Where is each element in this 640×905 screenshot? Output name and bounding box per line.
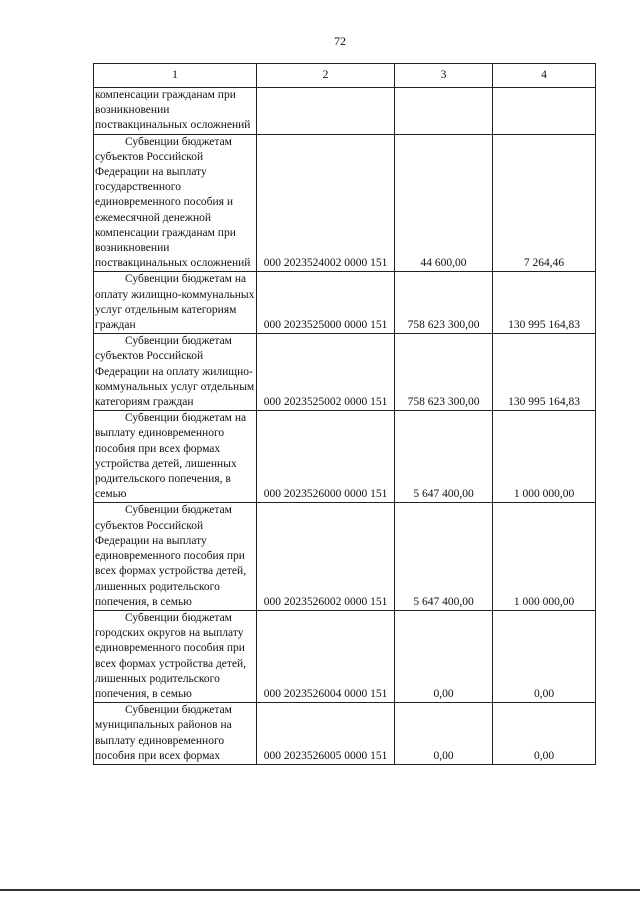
row-name-cell	[94, 411, 257, 503]
table-row	[94, 134, 596, 272]
table-row	[94, 272, 596, 334]
row-name: Субвенции бюджетам на выплату единовременного пособия при всех формах устройства детей, лишенных родительского попечения, в семью	[95, 412, 247, 501]
row-name-cell	[94, 88, 257, 135]
row-name: Субвенции бюджетам субъектов Российской Федерации на выплату государственного единовременного пособия и ежемесячной денежной компенсации гражданам при возникновении поствакцинальных осложнений	[95, 135, 251, 270]
row-col4: 130 995 164,83	[493, 334, 596, 411]
row-code	[257, 88, 395, 135]
table-row	[94, 334, 596, 411]
row-col3: 44 600,00	[395, 134, 493, 272]
table-row	[94, 503, 596, 610]
row-code: 000 2023526000 0000 151	[257, 411, 395, 503]
column-header-1: 1	[94, 64, 257, 88]
row-name-cell	[94, 503, 257, 610]
page-number: 72	[334, 34, 346, 48]
row-name-cell	[94, 134, 257, 272]
table-row	[94, 411, 596, 503]
row-col4: 0,00	[493, 703, 596, 765]
row-name-cell	[94, 703, 257, 765]
row-code: 000 2023526005 0000 151	[257, 703, 395, 765]
row-col4: 130 995 164,83	[493, 272, 596, 334]
row-name-cell	[94, 334, 257, 411]
table-row	[94, 88, 596, 135]
budget-table	[93, 63, 596, 765]
row-col4: 0,00	[493, 610, 596, 702]
row-code: 000 2023525002 0000 151	[257, 334, 395, 411]
row-col4: 1 000 000,00	[493, 411, 596, 503]
row-name: Субвенции бюджетам субъектов Российской Федерации на выплату единовременного пособия при всех формах устройства детей, лишенных родительского попечения, в семью	[95, 504, 247, 608]
row-col4	[493, 88, 596, 135]
row-col3: 5 647 400,00	[395, 411, 493, 503]
row-code: 000 2023524002 0000 151	[257, 134, 395, 272]
row-col4: 7 264,46	[493, 134, 596, 272]
row-code: 000 2023526004 0000 151	[257, 610, 395, 702]
row-name: Субвенции бюджетам городских округов на выплату единовременного пособия при всех формах устройства детей, лишенных родительского попечения, в семью	[95, 611, 247, 700]
row-col3: 0,00	[395, 610, 493, 702]
row-col4: 1 000 000,00	[493, 503, 596, 610]
row-col3: 758 623 300,00	[395, 334, 493, 411]
row-code: 000 2023525000 0000 151	[257, 272, 395, 334]
row-name: компенсации гражданам при возникновении поствакцинальных осложнений	[95, 89, 251, 132]
table-row	[94, 610, 596, 702]
row-col3: 0,00	[395, 703, 493, 765]
column-header-4: 4	[493, 64, 596, 88]
column-header-3: 3	[395, 64, 493, 88]
scan-edge-line	[0, 889, 640, 891]
row-name-cell	[94, 272, 257, 334]
row-name-cell	[94, 610, 257, 702]
row-name: Субвенции бюджетам муниципальных районов на выплату единовременного пособия при всех формах	[95, 704, 232, 762]
table-header-row	[94, 64, 596, 88]
row-code: 000 2023526002 0000 151	[257, 503, 395, 610]
column-header-2: 2	[257, 64, 395, 88]
row-name: Субвенции бюджетам на оплату жилищно-коммунальных услуг отдельным категориям граждан	[95, 273, 255, 332]
row-col3: 758 623 300,00	[395, 272, 493, 334]
table-row	[94, 703, 596, 765]
row-col3	[395, 88, 493, 135]
row-col3: 5 647 400,00	[395, 503, 493, 610]
row-name: Субвенции бюджетам субъектов Российской Федерации на оплату жилищно-коммунальных услуг отдельным категориям граждан	[95, 335, 255, 409]
